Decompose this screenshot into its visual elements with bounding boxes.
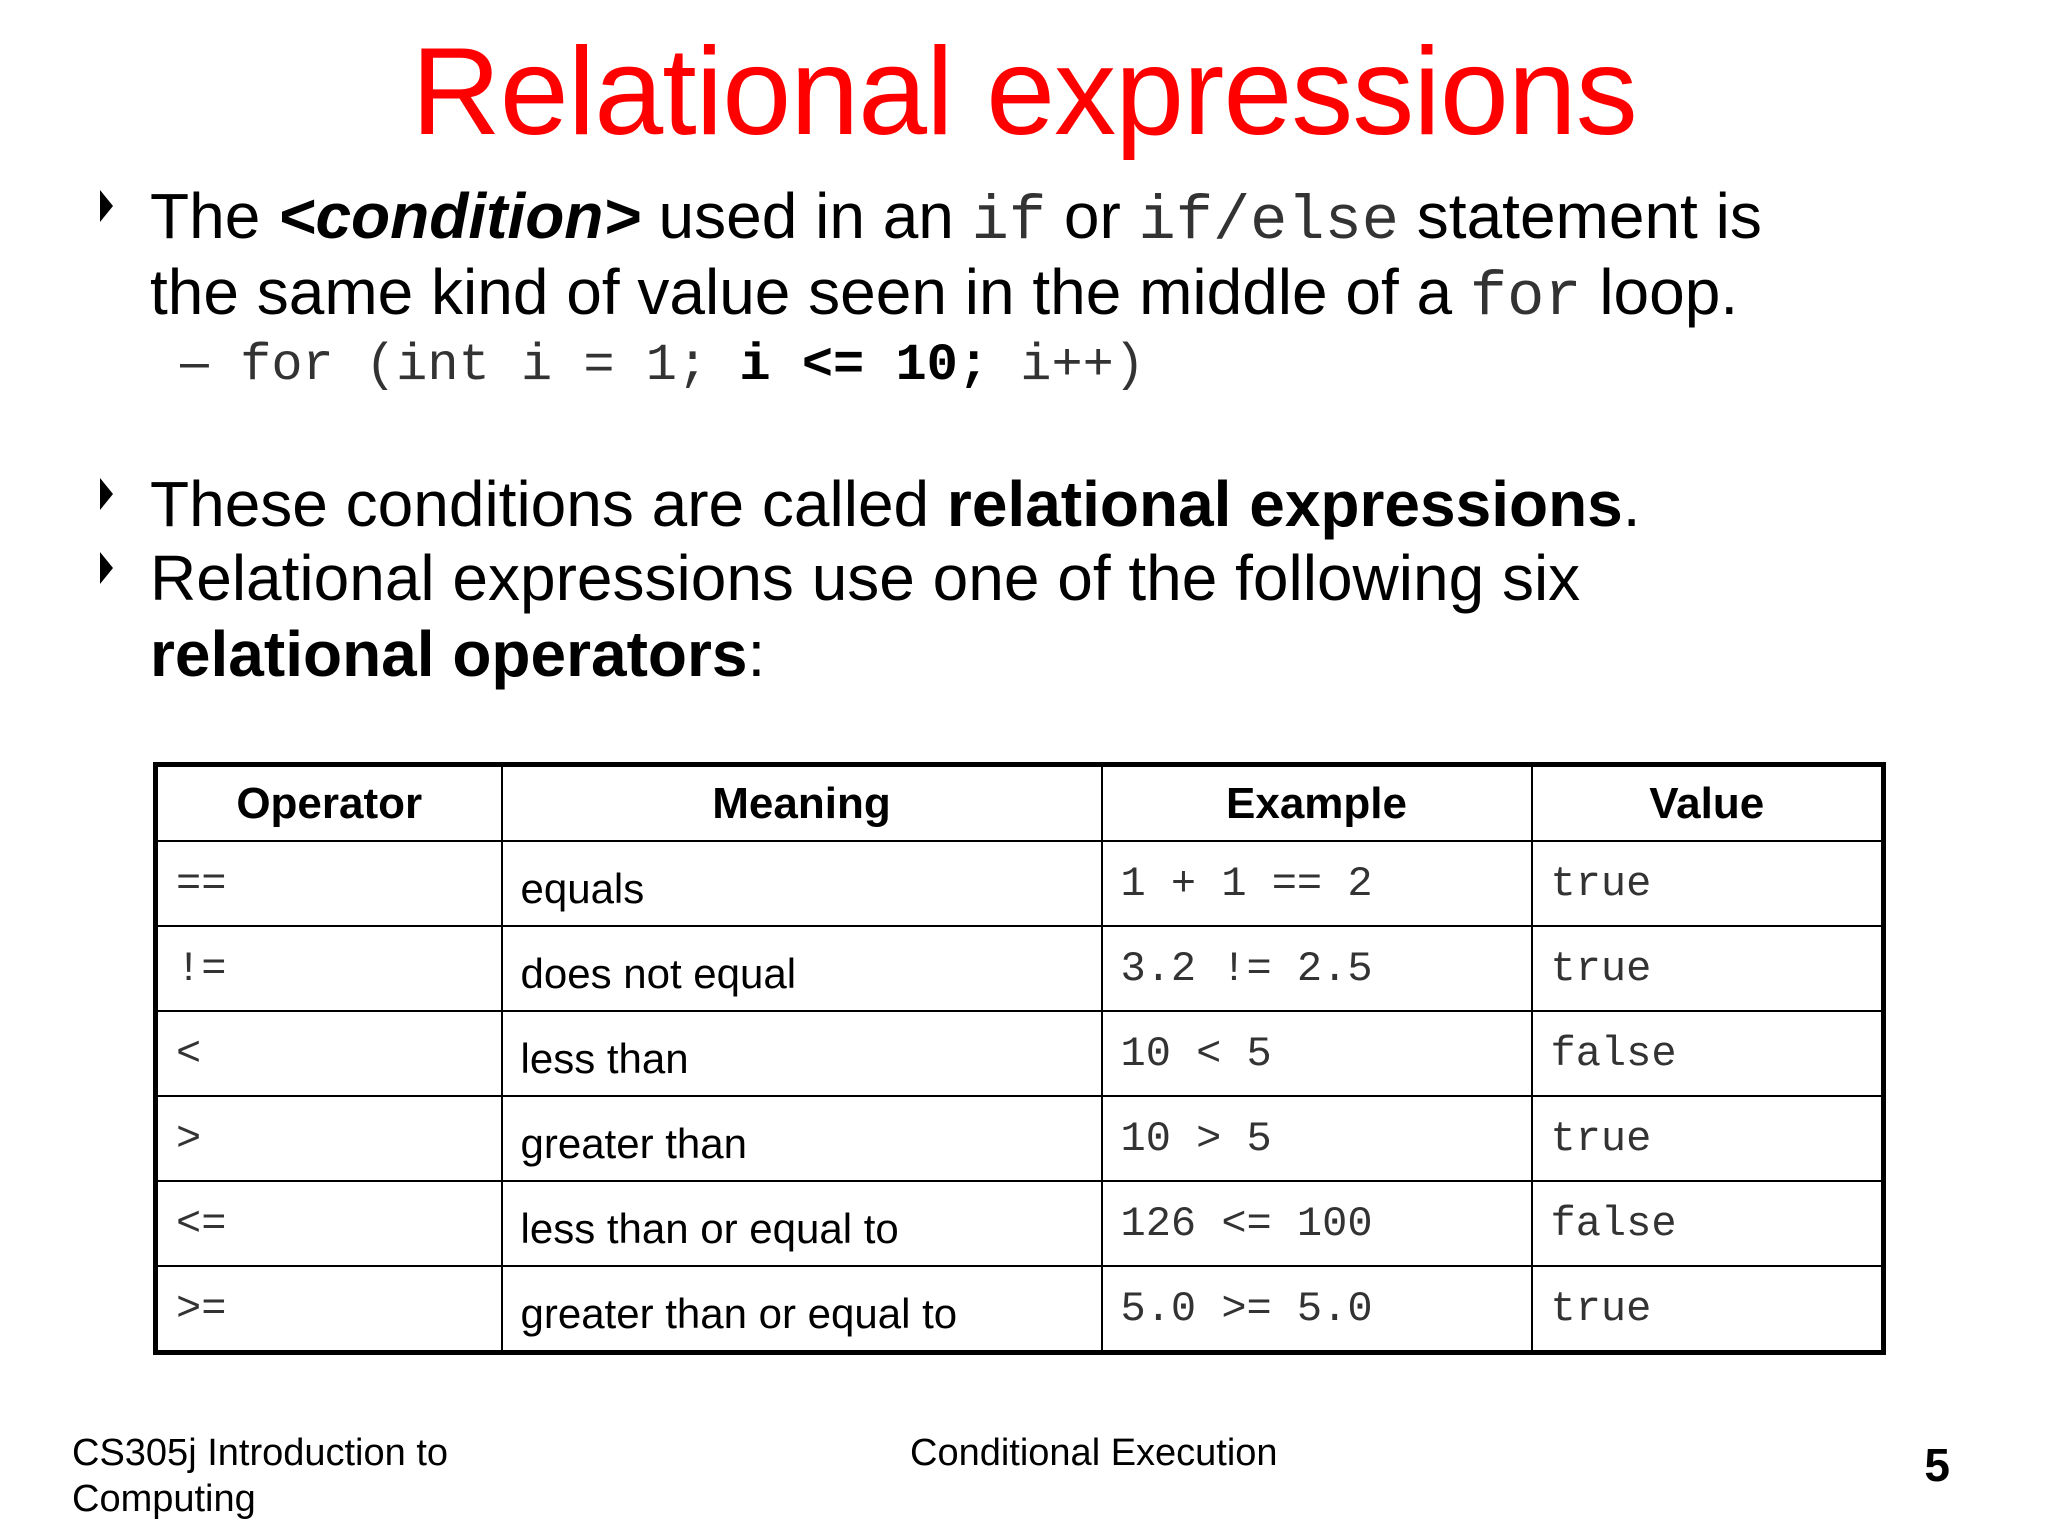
meaning-cell: greater than or equal to bbox=[502, 1266, 1102, 1353]
sub-bullet-dash: – bbox=[180, 333, 209, 391]
bullet-2 bbox=[150, 466, 1641, 542]
meaning-cell: greater than bbox=[502, 1096, 1102, 1181]
for-loop-example bbox=[180, 330, 1145, 398]
code-segment: for (int i = 1; bbox=[208, 336, 740, 395]
text-segment: These conditions are called bbox=[150, 468, 947, 540]
value-cell: true bbox=[1532, 1096, 1884, 1181]
bullet-1-line-1 bbox=[150, 178, 1762, 260]
text-segment: used in an bbox=[640, 180, 972, 252]
text-segment: or bbox=[1046, 180, 1139, 252]
footer-course bbox=[72, 1430, 448, 1522]
relational-operators-term: relational operators bbox=[150, 618, 748, 690]
example-cell: 126 <= 100 bbox=[1102, 1181, 1532, 1266]
text-segment: . bbox=[1622, 468, 1641, 540]
footer-topic: Conditional Execution bbox=[910, 1432, 1278, 1474]
bullet-3-line-1 bbox=[150, 540, 1580, 616]
operator-cell: >= bbox=[156, 1266, 502, 1353]
example-cell: 10 > 5 bbox=[1102, 1096, 1532, 1181]
column-header: Operator bbox=[156, 765, 502, 842]
text-segment: : bbox=[747, 618, 766, 690]
table-row bbox=[156, 1266, 1884, 1353]
value-cell: false bbox=[1532, 1181, 1884, 1266]
value-cell: false bbox=[1532, 1011, 1884, 1096]
value-cell: true bbox=[1532, 926, 1884, 1011]
column-header: Meaning bbox=[502, 765, 1102, 842]
meaning-cell: equals bbox=[502, 841, 1102, 926]
table-row bbox=[156, 1181, 1884, 1266]
footer-course-line-2: Computing bbox=[72, 1478, 256, 1520]
bullet-arrow-icon bbox=[100, 190, 113, 222]
relational-expressions-term: relational expressions bbox=[946, 468, 1623, 540]
slide-title: Relational expressions bbox=[411, 23, 1637, 161]
page-number: 5 bbox=[1924, 1439, 1950, 1491]
table-row bbox=[156, 926, 1884, 1011]
table-row bbox=[156, 1096, 1884, 1181]
code-if: if bbox=[971, 186, 1047, 257]
text-segment: Relational expressions use one of the following six bbox=[150, 542, 1581, 614]
bullet-1-line-2 bbox=[150, 254, 1738, 336]
bullet-arrow-icon bbox=[100, 552, 113, 584]
example-cell: 10 < 5 bbox=[1102, 1011, 1532, 1096]
operator-cell: < bbox=[156, 1011, 502, 1096]
column-header: Value bbox=[1532, 765, 1884, 842]
operator-cell: != bbox=[156, 926, 502, 1011]
meaning-cell: less than or equal to bbox=[502, 1181, 1102, 1266]
footer-course-line-1: CS305j Introduction to bbox=[72, 1432, 449, 1474]
example-cell: 5.0 >= 5.0 bbox=[1102, 1266, 1532, 1353]
table-header-row bbox=[156, 765, 1884, 842]
text-segment: statement is bbox=[1399, 180, 1762, 252]
meaning-cell: does not equal bbox=[502, 926, 1102, 1011]
text-segment: loop. bbox=[1581, 256, 1739, 328]
code-condition-highlight: i <= 10; bbox=[739, 336, 990, 395]
meaning-cell: less than bbox=[502, 1011, 1102, 1096]
code-segment: i++) bbox=[989, 336, 1146, 395]
operator-cell: == bbox=[156, 841, 502, 926]
operator-cell: <= bbox=[156, 1181, 502, 1266]
text-segment: The bbox=[150, 180, 279, 252]
example-cell: 3.2 != 2.5 bbox=[1102, 926, 1532, 1011]
example-cell: 1 + 1 == 2 bbox=[1102, 841, 1532, 926]
bullet-3-line-2 bbox=[150, 616, 765, 692]
bullet-arrow-icon bbox=[100, 478, 113, 510]
table-row bbox=[156, 841, 1884, 926]
relational-operators-table bbox=[153, 762, 1886, 1355]
condition-term: <condition> bbox=[278, 180, 641, 252]
column-header: Example bbox=[1102, 765, 1532, 842]
value-cell: true bbox=[1532, 1266, 1884, 1353]
operator-cell: > bbox=[156, 1096, 502, 1181]
text-segment: the same kind of value seen in the middle of a bbox=[150, 256, 1470, 328]
code-if-else: if/else bbox=[1138, 186, 1399, 257]
table-row bbox=[156, 1011, 1884, 1096]
value-cell: true bbox=[1532, 841, 1884, 926]
code-for: for bbox=[1469, 262, 1582, 333]
